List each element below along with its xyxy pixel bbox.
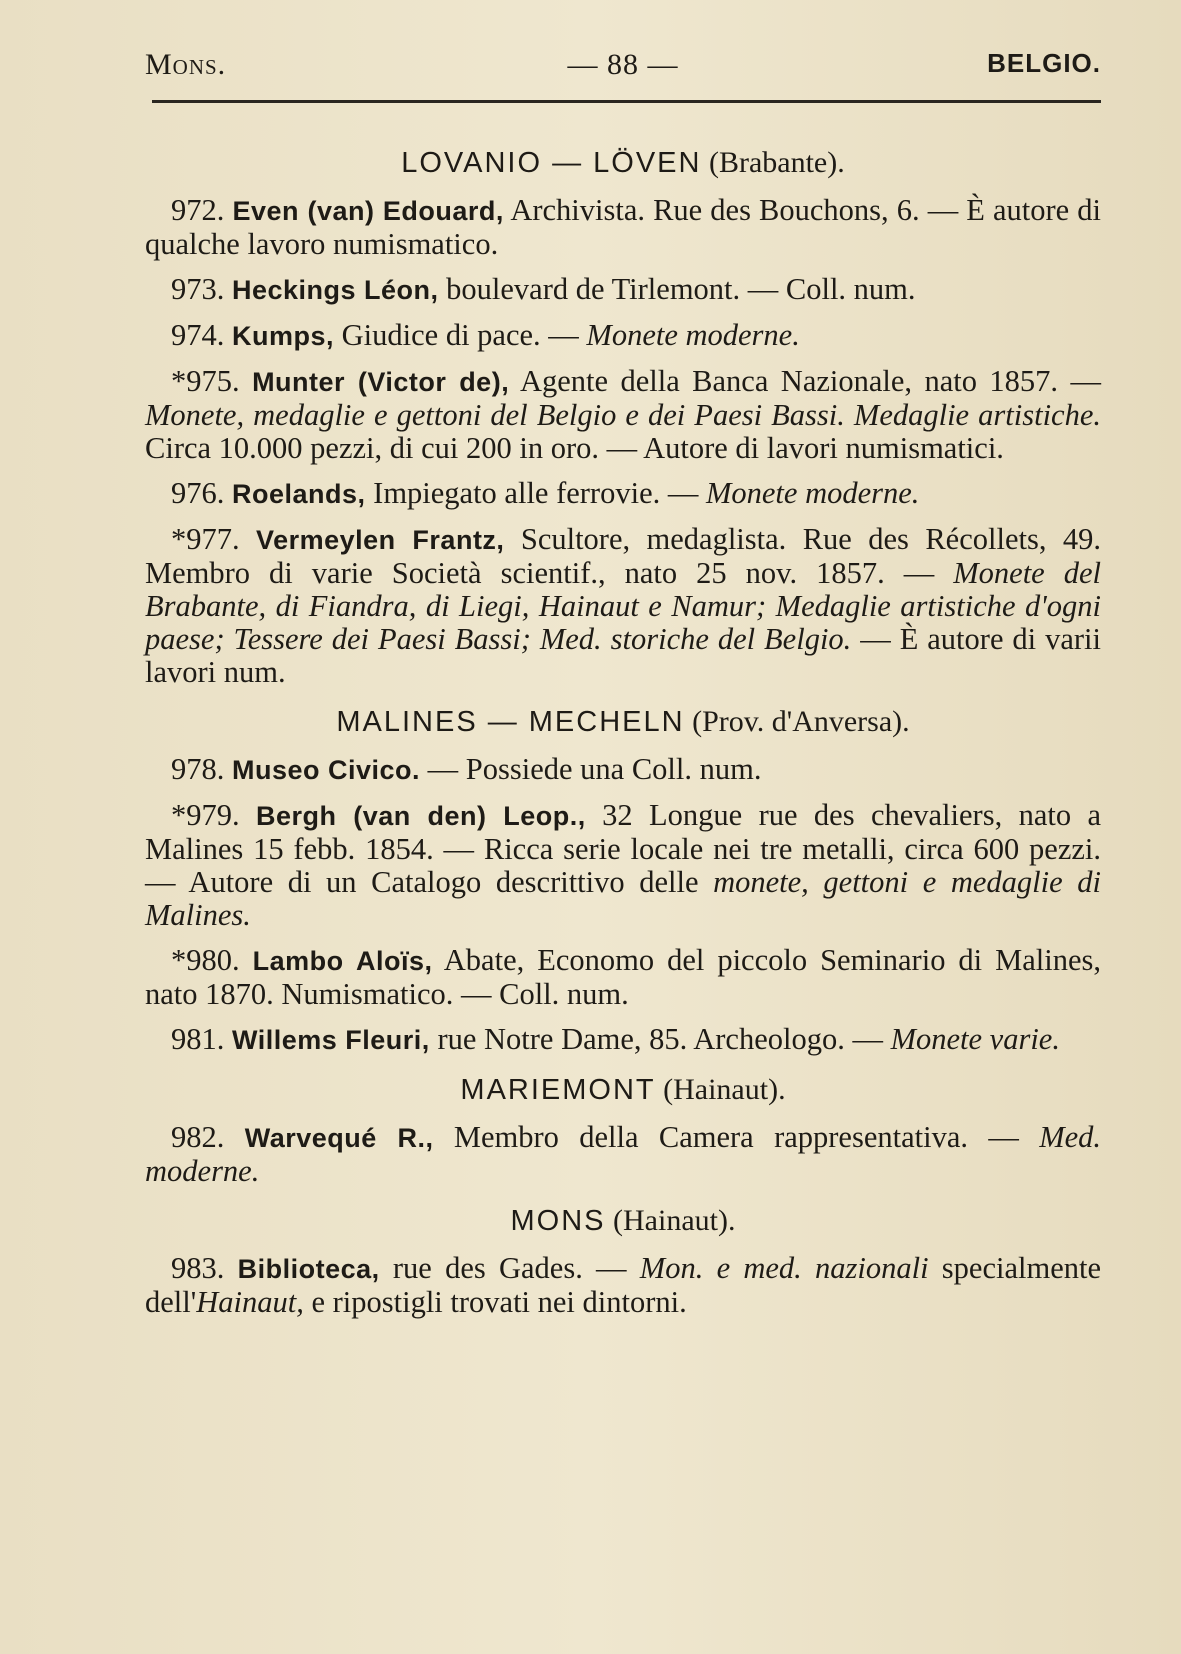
entry-name: Even (van) Edouard, xyxy=(232,196,504,226)
section-region: (Prov. d'Anversa). xyxy=(692,705,910,738)
directory-entry xyxy=(145,1121,1101,1188)
entry-number: *980. xyxy=(171,943,240,977)
header-left: Mons. xyxy=(145,48,227,81)
entry-name: Warvequé R., xyxy=(244,1123,434,1153)
section-region: (Hainaut). xyxy=(663,1073,786,1106)
section-place: LOVANIO — LÖVEN xyxy=(401,147,702,179)
entry-number: 976. xyxy=(171,476,225,510)
section-region: (Hainaut). xyxy=(613,1204,736,1237)
page-number: — 88 — xyxy=(567,48,679,81)
entry-name: Kumps, xyxy=(232,321,335,351)
directory-entry xyxy=(145,365,1101,465)
entry-name: Munter (Victor de), xyxy=(252,367,510,397)
entry-collection: Monete, medaglie e gettoni del Belgio e dei Paesi Bassi. Medaglie artistiche. xyxy=(145,398,1101,432)
section-place: MONS xyxy=(510,1205,606,1237)
directory-entry xyxy=(145,523,1101,689)
entry-name: Bergh (van den) Leop., xyxy=(256,801,586,831)
entry-description: Impiegato alle ferrovie. — xyxy=(365,476,706,510)
entry-collection: Med. moderne. xyxy=(145,1120,1102,1188)
entry-collection: Hainaut, xyxy=(196,1285,304,1319)
entry-collection: Monete moderne. xyxy=(586,318,800,352)
entry-number: *979. xyxy=(171,798,240,832)
running-header xyxy=(145,48,1101,98)
directory-entry xyxy=(145,273,1101,307)
entry-number: 974. xyxy=(171,318,225,352)
entry-name: Heckings Léon, xyxy=(232,275,439,305)
entry-note: — È autore di varii lavori num. xyxy=(145,622,1101,689)
directory-entry xyxy=(145,194,1101,261)
entry-note: specialmente dell' xyxy=(145,1251,1102,1319)
entry-description: rue des Gades. — xyxy=(379,1251,640,1285)
entry-number: 982. xyxy=(171,1120,225,1154)
entry-number: 978. xyxy=(171,752,225,786)
directory-entry xyxy=(145,477,1101,511)
entry-number: 983. xyxy=(171,1251,225,1285)
entry-name: Roelands, xyxy=(232,479,366,509)
entry-description: 32 Longue rue des chevaliers, nato a Malines 15 febb. 1854. — Ricca serie locale nei tre metalli, circa 600 pezzi. — Autore di un Catalogo descrittivo delle xyxy=(145,798,1101,899)
header-rule xyxy=(152,100,1101,103)
entry-description: Membro della Camera rappresentativa. — xyxy=(433,1120,1040,1154)
entry-description: Agente della Banca Nazionale, nato 1857. — xyxy=(509,364,1101,398)
directory-entry xyxy=(145,1023,1101,1057)
entry-description: Archivista. Rue des Bouchons, 6. — È autore di qualche lavoro numismatico. xyxy=(145,193,1102,261)
entry-name: Museo Civico. xyxy=(232,755,421,785)
entry-collection: Monete moderne. xyxy=(705,476,920,510)
section-heading xyxy=(145,705,1101,739)
entry-number: 973. xyxy=(171,272,225,306)
section-heading xyxy=(145,1073,1101,1107)
entry-name: Lambo Aloïs, xyxy=(252,946,433,976)
entry-description: rue Notre Dame, 85. Archeologo. — xyxy=(429,1022,891,1056)
directory-entry xyxy=(145,753,1101,787)
entry-description: boulevard de Tirlemont. — Coll. num. xyxy=(438,272,916,306)
entry-description: — Possiede una Coll. num. xyxy=(420,752,762,786)
section-region: (Brabante). xyxy=(708,146,845,179)
entry-number: 981. xyxy=(171,1022,225,1056)
entry-name: Willems Fleuri, xyxy=(232,1025,430,1055)
entry-collection: Monete varie. xyxy=(890,1022,1060,1056)
entry-description: Scultore, medaglista. Rue des Récollets, 49. Membro di varie Società scientif., nato 25 nov. 1857. — xyxy=(145,522,1101,590)
section-place: MARIEMONT xyxy=(460,1074,656,1106)
directory-entry xyxy=(145,944,1101,1011)
entry-collection: monete, gettoni e medaglie di Malines. xyxy=(145,865,1101,932)
section-heading xyxy=(145,146,1101,180)
directory-entry xyxy=(145,799,1101,932)
directory-entry xyxy=(145,319,1101,353)
entry-collection: Mon. e med. nazionali xyxy=(639,1251,929,1285)
section-place: MALINES — MECHELN xyxy=(336,706,685,738)
entry-description: Abate, Economo del piccolo Seminario di Malines, nato 1870. Numismatico. — Coll. num. xyxy=(145,943,1102,1011)
entry-number: *977. xyxy=(171,522,240,556)
entry-name: Vermeylen Frantz, xyxy=(256,525,505,555)
section-heading xyxy=(145,1204,1101,1238)
entry-note: e ripostigli trovati nei dintorni. xyxy=(303,1285,687,1319)
directory-entry xyxy=(145,1252,1101,1319)
header-right: BELGIO. xyxy=(987,48,1101,78)
entry-number: 972. xyxy=(171,193,225,227)
entry-description: Giudice di pace. — xyxy=(334,318,587,352)
entry-note: Circa 10.000 pezzi, di cui 200 in oro. — Autore di lavori numismatici. xyxy=(145,431,1004,465)
entry-number: *975. xyxy=(171,364,240,398)
page-body xyxy=(145,130,1101,1331)
entry-collection: Monete del Brabante, di Fiandra, di Liegi, Hainaut e Namur; Medaglie artistiche d'ogni paese; Tessere dei Paesi Bassi; Med. storiche del Belgio. xyxy=(145,556,1102,656)
entry-name: Biblioteca, xyxy=(237,1254,380,1284)
